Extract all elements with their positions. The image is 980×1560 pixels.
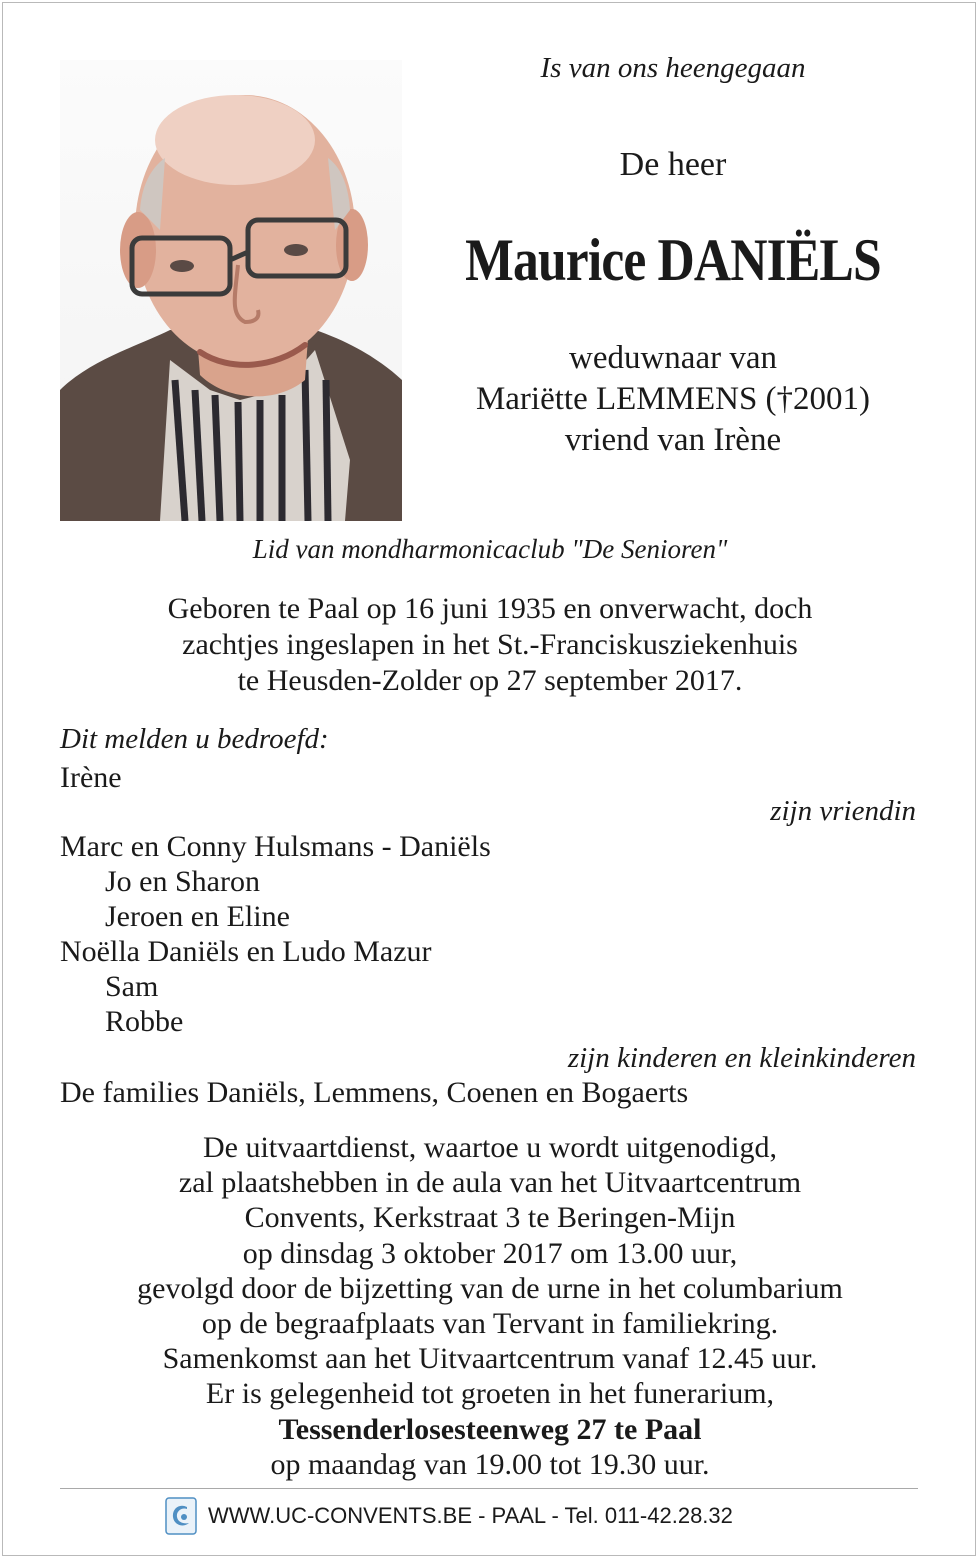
footer-contact: WWW.UC-CONVENTS.BE - PAAL - Tel. 011-42.28.32 <box>208 1503 733 1528</box>
membership-line: Lid van mondharmonicaclub "De Senioren" <box>252 534 728 564</box>
birth-line: te Heusden-Zolder op 27 september 2017. <box>237 664 743 697</box>
service-line: Er is gelegenheid tot groeten in het funerarium, <box>205 1377 775 1411</box>
relation-line: vriend van Irène <box>564 422 782 458</box>
service-line: zal plaatshebben in de aula van het Uitvaartcentrum <box>178 1166 802 1200</box>
children-role-label: zijn kinderen en kleinkinderen <box>567 1042 916 1074</box>
portrait-photo <box>60 60 402 521</box>
mourner-line: Sam <box>105 970 159 1003</box>
families-line: De families Daniëls, Lemmens, Coenen en Bogaerts <box>60 1076 689 1109</box>
service-line: op dinsdag 3 oktober 2017 om 13.00 uur, <box>242 1236 738 1270</box>
birth-line: Geboren te Paal op 16 juni 1935 en onverwacht, doch <box>167 592 813 625</box>
service-line: Convents, Kerkstraat 3 te Beringen-Mijn <box>244 1201 736 1235</box>
partner-role-label: zijn vriendin <box>770 795 916 827</box>
funeral-home-logo-icon <box>165 1497 197 1535</box>
relation-line: Mariëtte LEMMENS (†2001) <box>475 381 871 417</box>
honorific: De heer <box>619 146 727 183</box>
service-line: op de begraafplaats van Tervant in familiekring. <box>201 1307 779 1341</box>
service-line: gevolgd door de bijzetting van de urne in het columbarium <box>137 1271 843 1305</box>
relation-line: weduwnaar van <box>569 340 777 376</box>
mourner-partner: Irène <box>60 761 122 794</box>
service-block <box>0 1130 980 1482</box>
service-line: Samenkomst aan het Uitvaartcentrum vanaf 12.45 uur. <box>162 1342 818 1376</box>
announcement-line: Dit melden u bedroefd: <box>60 723 329 755</box>
service-line: op maandag van 19.00 tot 19.30 uur. <box>270 1447 710 1481</box>
mourner-line: Marc en Conny Hulsmans - Daniëls <box>60 830 491 863</box>
birth-death-block <box>0 591 980 699</box>
intro-line: Is van ons heengegaan <box>540 52 806 84</box>
birth-line: zachtjes ingeslapen in het St.-Franciskusziekenhuis <box>182 628 798 661</box>
deceased-name: Maurice DANIËLS <box>465 227 881 293</box>
mourner-line: Robbe <box>105 1005 184 1038</box>
funeral-home-address: Tessenderlosesteenweg 27 te Paal <box>278 1412 702 1446</box>
mourner-line: Jo en Sharon <box>105 865 260 898</box>
mourner-line: Noëlla Daniëls en Ludo Mazur <box>60 935 432 968</box>
mourner-line: Jeroen en Eline <box>105 900 290 933</box>
service-line: De uitvaartdienst, waartoe u wordt uitgenodigd, <box>202 1131 777 1164</box>
footer-divider <box>60 1488 918 1489</box>
